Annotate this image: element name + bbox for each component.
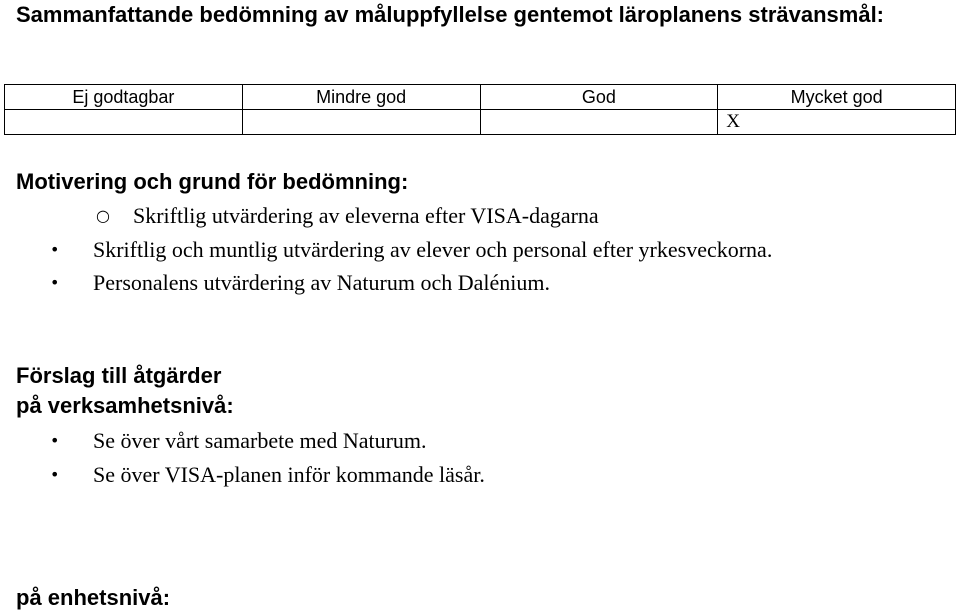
list-item <box>0 424 485 458</box>
grade-mark-god <box>480 110 718 135</box>
forslag-heading <box>16 361 234 421</box>
grade-mark-ej-godtagbar <box>5 110 243 135</box>
grade-table <box>4 84 956 135</box>
bullet-icon: • <box>50 464 60 484</box>
bullet-icon: • <box>50 273 60 292</box>
forslag-heading-line2: på verksamhetsnivå: <box>16 393 234 418</box>
list-item-text: Se över vårt samarbete med Naturum. <box>93 428 427 453</box>
grade-mark-mindre-god <box>242 110 480 135</box>
forslag-list <box>0 424 485 491</box>
bullet-icon: • <box>50 431 60 450</box>
grade-label-ej-godtagbar: Ej godtagbar <box>5 85 243 110</box>
summary-heading: Sammanfattande bedömning av måluppfyllelse gentemot läroplanens strävansmål: <box>16 2 885 27</box>
enhet-heading: på enhetsnivå: <box>16 585 171 610</box>
motivering-heading: Motivering och grund för bedömning: <box>16 169 409 194</box>
list-item-text: Skriftlig och muntlig utvärdering av elever och personal efter yrkesveckorna. <box>93 236 773 262</box>
list-item <box>0 266 772 300</box>
list-item <box>0 233 772 267</box>
list-item <box>0 458 485 492</box>
grade-mark-mycket-god: X <box>718 110 956 135</box>
grade-label-mycket-god: Mycket god <box>718 85 956 110</box>
list-item-text: Skriftlig utvärdering av eleverna efter VISA-dagarna <box>133 203 599 228</box>
list-item <box>0 199 772 233</box>
list-item-text: Personalens utvärdering av Naturum och Dalénium. <box>93 270 550 295</box>
forslag-heading-line1: Förslag till åtgärder <box>16 363 222 388</box>
grade-label-god: God <box>480 85 718 110</box>
motivering-list <box>0 199 772 300</box>
bullet-icon: • <box>50 239 60 259</box>
grade-label-mindre-god: Mindre god <box>242 85 480 110</box>
grade-label-row <box>5 85 956 110</box>
grade-mark-row <box>5 110 956 135</box>
circle-bullet-icon: ○ <box>96 206 110 225</box>
list-item-text: Se över VISA-planen inför kommande läsår. <box>93 461 485 487</box>
